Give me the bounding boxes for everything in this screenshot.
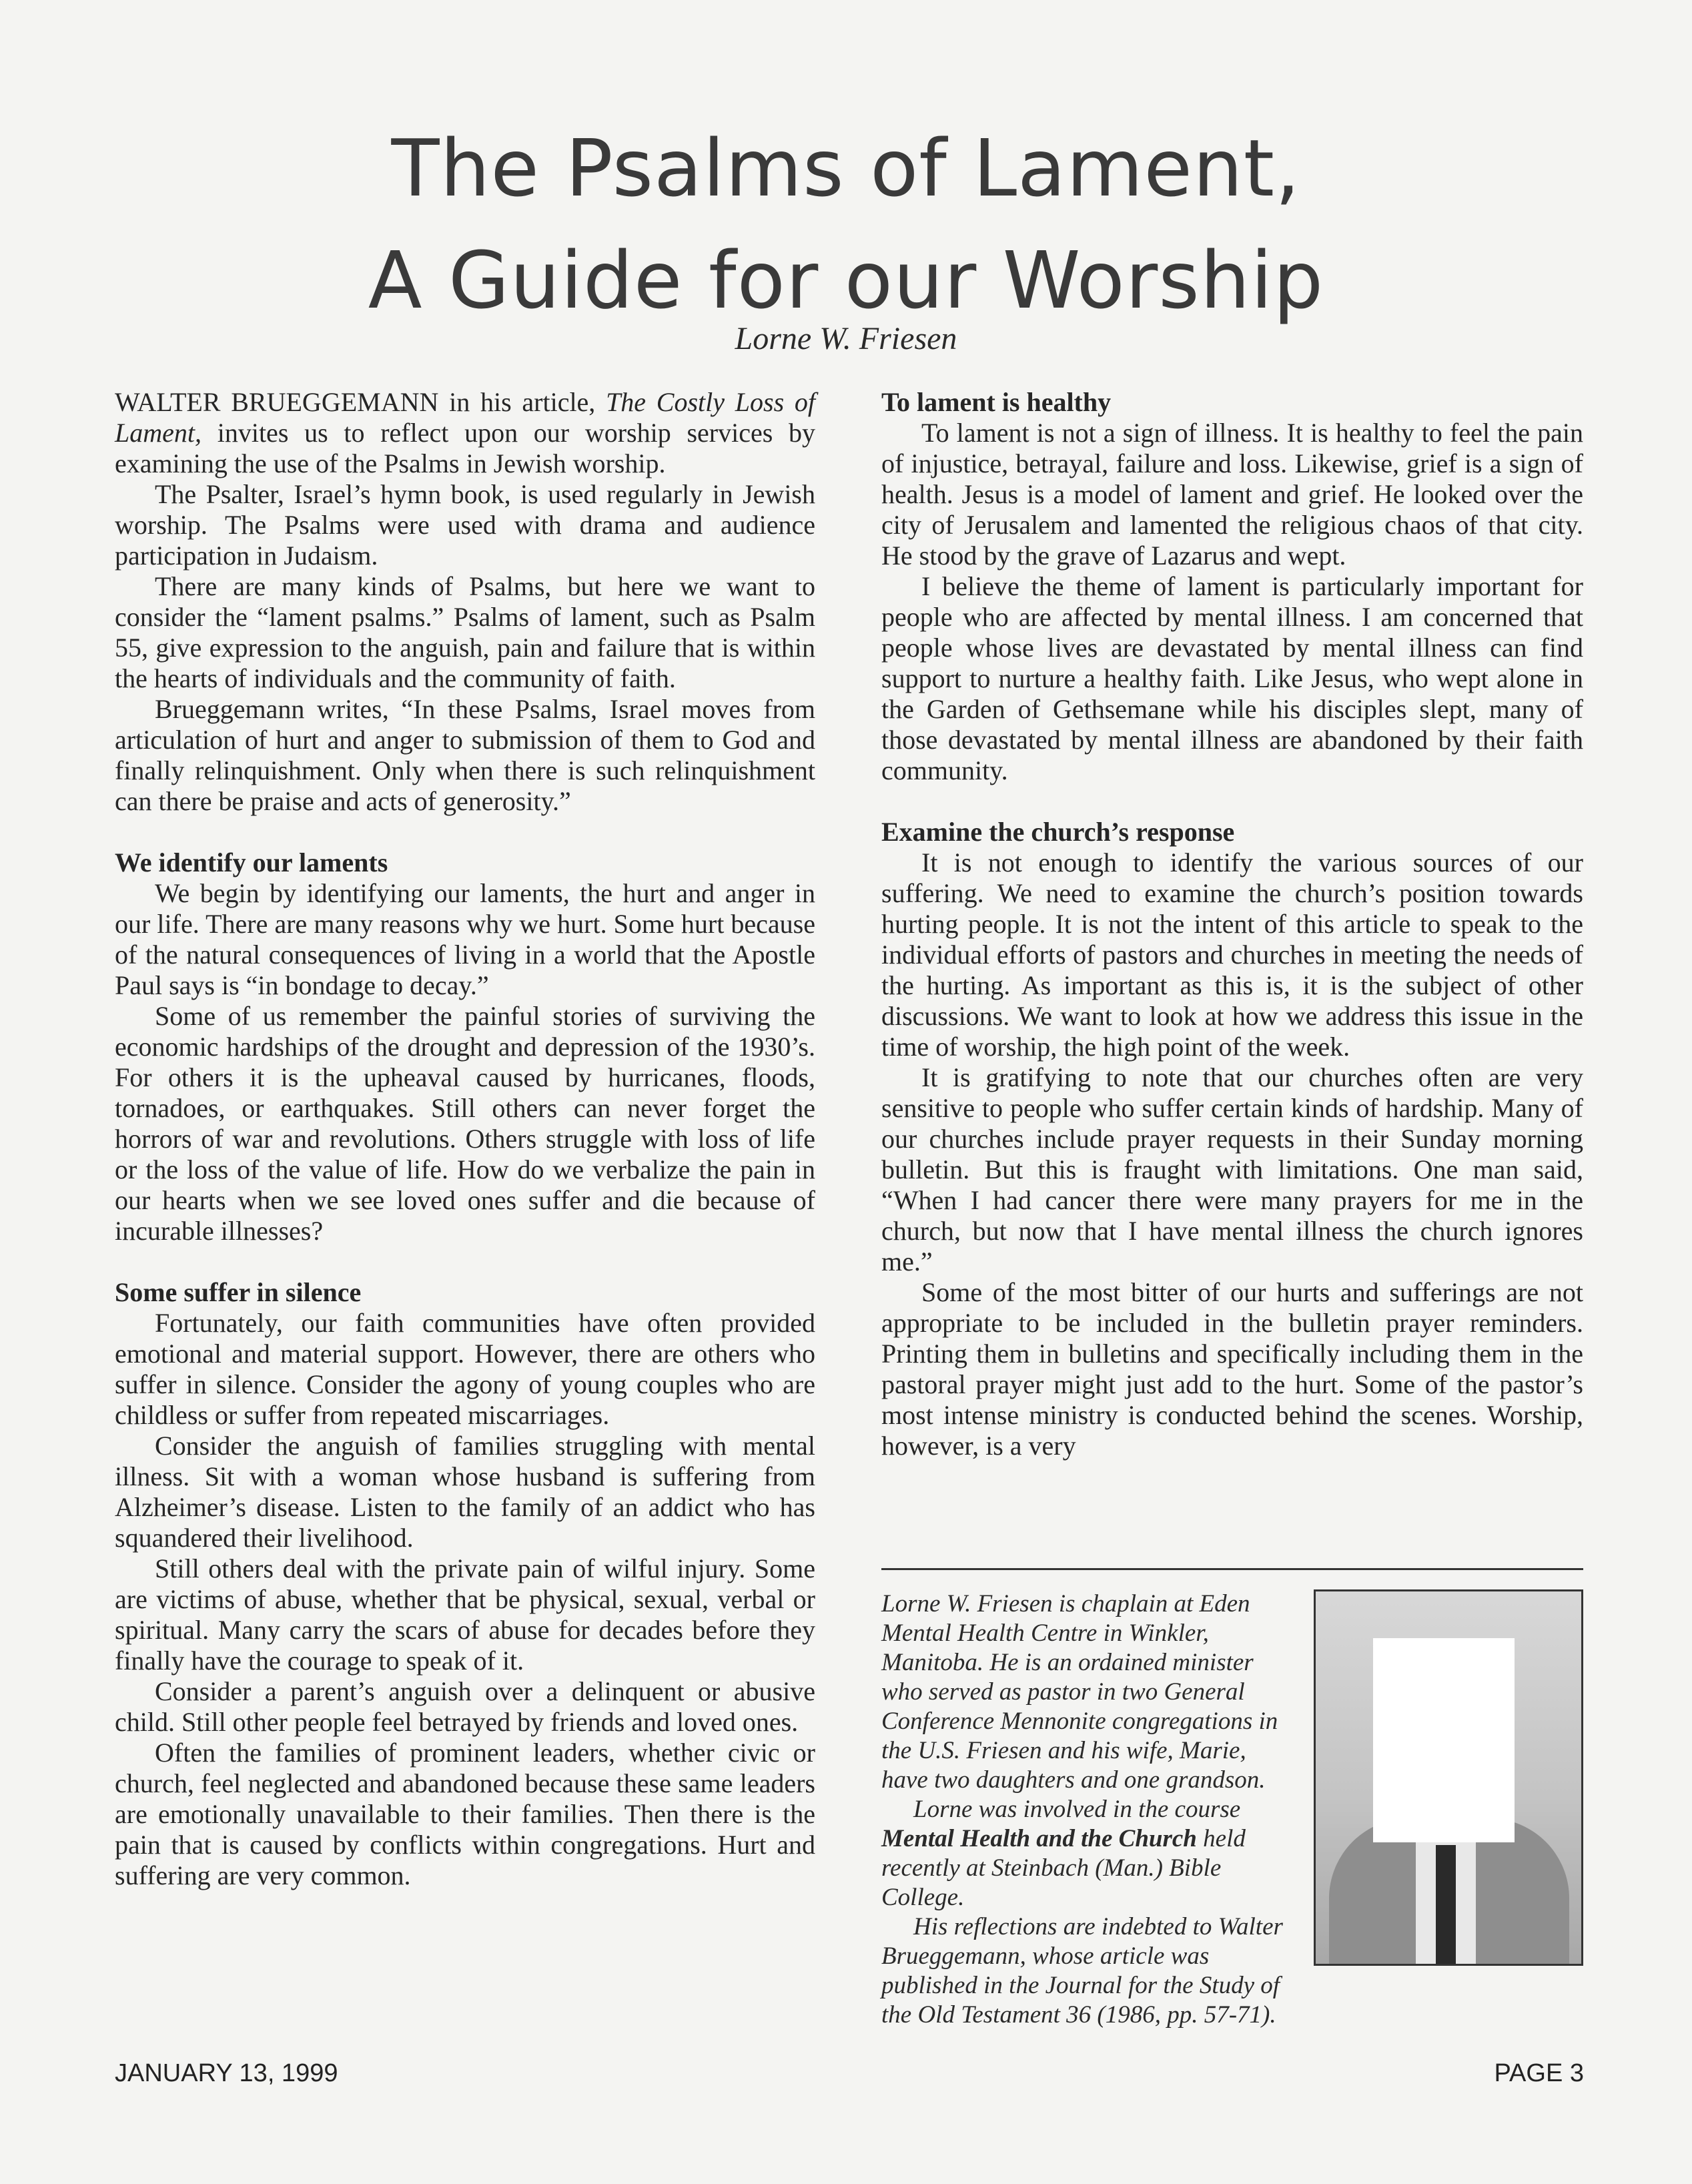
paragraph: Brueggemann writes, “In these Psalms, Israel moves from articulation of hurt and anger to submission of them to God and finally relinquishment. Only when there is such relinquishment can there be praise and acts of generosity.” [115, 694, 815, 816]
author-bio [881, 1589, 1583, 2030]
paragraph: Consider a parent’s anguish over a delinquent or abusive child. Still other people feel betrayed by friends and loved ones. [115, 1676, 815, 1737]
section-heading: We identify our laments [115, 847, 388, 877]
page-number: PAGE 3 [1494, 2059, 1584, 2087]
paragraph: We begin by identifying our laments, the hurt and anger in our life. There are many reasons why we hurt. Some hurt because of the natural consequences of living in a world that the Apostle Paul says is “in bondage to decay.” [115, 878, 815, 1000]
section-heading: Some suffer in silence [115, 1277, 362, 1307]
paragraph [115, 387, 815, 479]
paragraph: Some of us remember the painful stories of surviving the economic hardships of the drought and depression of the 1930’s. For others it is the upheaval caused by hurricanes, floods, tornadoes, or earthquakes. Still others can never forget the horrors of war and revolutions. Others struggle with loss of life or the loss of the value of life. How do we verbalize the pain in our hearts when we see loved ones suffer and die because of incurable illnesses? [115, 1001, 815, 1246]
intro-text-rest: invites us to reflect upon our worship services by examining the use of the Psalms in Jewish worship. [115, 418, 815, 478]
paragraph: Some of the most bitter of our hurts and sufferings are not appropriate to be included in the bulletin prayer reminders. Printing them in bulletins and specifically including them in the pastoral prayer might just add to the hurt. Some of the pastor’s most intense ministry is conducted behind the scenes. Worship, however, is a very [881, 1277, 1583, 1461]
paragraph: The Psalter, Israel’s hymn book, is used regularly in Jewish worship. The Psalms were used with drama and audience participation in Judaism. [115, 479, 815, 571]
section-heading: To lament is healthy [881, 387, 1112, 417]
cited-article-title: The Costly Loss of Lament, [115, 387, 816, 448]
left-column [115, 387, 815, 1891]
paragraph: To lament is not a sign of illness. It is healthy to feel the pain of injustice, betrayal, failure and loss. Likewise, grief is a sign of health. Jesus is a model of lament and grief. He looked over the city of Jerusalem and lamented the religious chaos of that city. He stood by the grave of Lazarus and wept. [881, 418, 1583, 571]
course-name: Mental Health and the Church [881, 1825, 1197, 1852]
byline: Lorne W. Friesen [735, 321, 957, 356]
section-heading: Examine the church’s response [881, 817, 1235, 847]
issue-date: JANUARY 13, 1999 [115, 2059, 338, 2087]
intro-caps: WALTER BRUEGGEMANN [115, 387, 439, 417]
paragraph: Consider the anguish of families struggling with mental illness. Sit with a woman whose husband is suffering from Alzheimer’s disease. Listen to the family of an addict who has squandered their livelihood. [115, 1431, 815, 1553]
paragraph: I believe the theme of lament is particularly important for people who are affected by mental illness. I am concerned that people whose lives are devastated by mental illness can find support to nurture a healthy faith. Like Jesus, who wept alone in the Garden of Gethsemane while his disciples slept, many of those devastated by mental illness are abandoned by their faith community. [881, 571, 1583, 785]
paragraph: Often the families of prominent leaders, whether civic or church, feel neglected and abandoned because these same leaders are emotionally unavailable to their families. Then there is the pain that is caused by conflicts within congregations. Hurt and suffering are very common. [115, 1738, 815, 1890]
author-photo [1314, 1589, 1583, 1966]
bio-divider [881, 1568, 1583, 1570]
paragraph: Fortunately, our faith communities have often provided emotional and material support. However, there are others who suffer in silence. Consider the agony of young couples who are childless or suffer from repeated miscarriages. [115, 1308, 815, 1430]
title-line-2: A Guide for our Worship [368, 234, 1324, 326]
bio-paragraph: His reflections are indebted to Walter Brueggemann, whose article was published in the Journal for the Study of the Old Testament 36 (1986, pp. 57-71). [881, 1913, 1283, 2029]
paragraph: There are many kinds of Psalms, but here we want to consider the “lament psalms.” Psalms of lament, such as Psalm 55, give expression to the anguish, pain and failure that is within the hearts of individuals and the community of faith. [115, 571, 815, 693]
paragraph: It is gratifying to note that our churches often are very sensitive to people who suffer certain kinds of hardship. Many of our churches include prayer requests in their Sunday morning bulletin. But this is fraught with limitations. One man said, “When I had cancer there were many prayers for me in the church, but now that I have mental illness the church ignores me.” [881, 1062, 1583, 1277]
bio-paragraph: Lorne W. Friesen is chaplain at Eden Mental Health Centre in Winkler, Manitoba. He is an ordained minister who served as pastor in two General Conference Mennonite congregations in the U.S. Friesen and his wife, Marie, have two daughters and one grandson. [881, 1590, 1278, 1794]
article-title [0, 112, 1692, 336]
redacted-face-box [1373, 1638, 1515, 1842]
paragraph: Still others deal with the private pain of wilful injury. Some are victims of abuse, whether that be physical, sexual, verbal or spiritual. Many carry the scars of abuse for decades before they finally have the courage to speak of it. [115, 1553, 815, 1676]
bio-paragraph: Lorne was involved in the course Mental Health and the Church held recently at Steinbach (Man.) Bible College. [881, 1796, 1246, 1911]
right-column [881, 387, 1583, 1461]
paragraph: It is not enough to identify the various sources of our suffering. We need to examine the church’s position towards hurting people. It is not the intent of this article to speak to the individual efforts of pastors and churches in meeting the needs of the hurting. As important as this is, it is the subject of other discussions. We want to look at how we address this issue in the time of worship, the high point of the week. [881, 847, 1583, 1062]
intro-text: in his article, [438, 387, 606, 417]
title-line-1: The Psalms of Lament, [391, 122, 1301, 214]
